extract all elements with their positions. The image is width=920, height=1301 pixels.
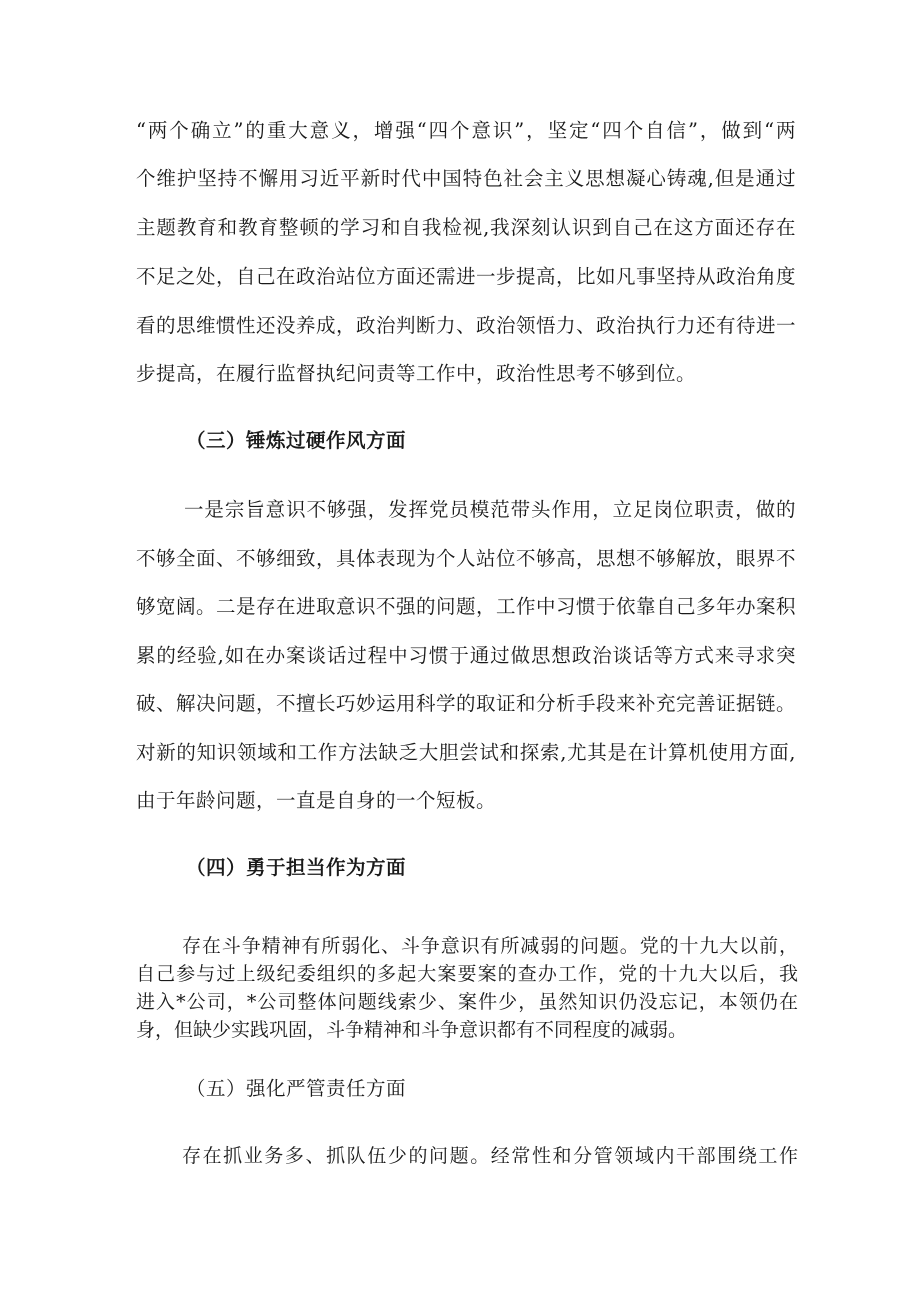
paragraph-1-line-6: 步提高，在履行监督执纪问责等工作中，政治性思考不够到位。 xyxy=(136,362,697,385)
paragraph-2-line-2: 不够全面、不够细致，具体表现为个人站位不够高，思想不够解放，眼界不 xyxy=(136,547,797,570)
section-heading-3: （三）锤炼过硬作风方面 xyxy=(186,429,407,452)
paragraph-3-line-1: 存在斗争精神有所弱化、斗争意识有所减弱的问题。党的十九大以前， xyxy=(182,935,798,957)
paragraph-1-line-2: 个维护坚持不懈用习近平新时代中国特色社会主义思想凝心铸魂,但是通过 xyxy=(136,167,796,190)
paragraph-2-line-4: 累的经验,如在办案谈话过程中习惯于通过做思想政治谈话等方式来寻求突 xyxy=(136,644,796,667)
paragraph-1-line-5: 看的思维惯性还没养成，政治判断力、政治领悟力、政治执行力还有待进一 xyxy=(136,314,797,337)
paragraph-1-line-1: “两个确立”的重大意义，增强“四个意识”，坚定“四个自信”，做到“两 xyxy=(136,119,796,142)
paragraph-2-line-6: 对新的知识领域和工作方法缺乏大胆尝试和探索,尤其是在计算机使用方面, xyxy=(136,741,796,764)
section-heading-5: （五）强化严管责任方面 xyxy=(186,1077,407,1100)
paragraph-2-line-3: 够宽阔。二是存在进取意识不强的问题，工作中习惯于依靠自己多年办案积 xyxy=(136,595,797,618)
paragraph-2-line-7: 由于年龄问题，一直是自身的一个短板。 xyxy=(136,789,497,812)
section-heading-4: （四）勇于担当作为方面 xyxy=(186,856,407,879)
paragraph-2-line-1: 一是宗旨意识不够强，发挥党员模范带头作用，立足岗位职责，做的 xyxy=(184,498,796,521)
paragraph-3-line-2: 自己参与过上级纪委组织的多起大案要案的查办工作，党的十九大以后，我 xyxy=(136,963,798,985)
paragraph-1-line-4: 不足之处，自己在政治站位方面还需进一步提高，比如凡事坚持从政治角度 xyxy=(136,265,797,288)
paragraph-2-line-5: 破、解决问题，不擅长巧妙运用科学的取证和分析手段来补充完善证据链。 xyxy=(136,692,797,715)
paragraph-1-line-3: 主题教育和教育整顿的学习和自我检视,我深刻认识到自己在这方面还存在 xyxy=(136,216,796,239)
paragraph-4-line-1: 存在抓业务多、抓队伍少的问题。经常性和分管领域内干部围绕工作 xyxy=(182,1145,798,1167)
paragraph-3-line-4: 身，但缺少实践巩固，斗争精神和斗争意识都有不同程度的减弱。 xyxy=(136,1019,688,1041)
paragraph-3-line-3: 进入*公司，*公司整体问题线索少、案件少，虽然知识仍没忘记，本领仍在 xyxy=(136,991,798,1013)
